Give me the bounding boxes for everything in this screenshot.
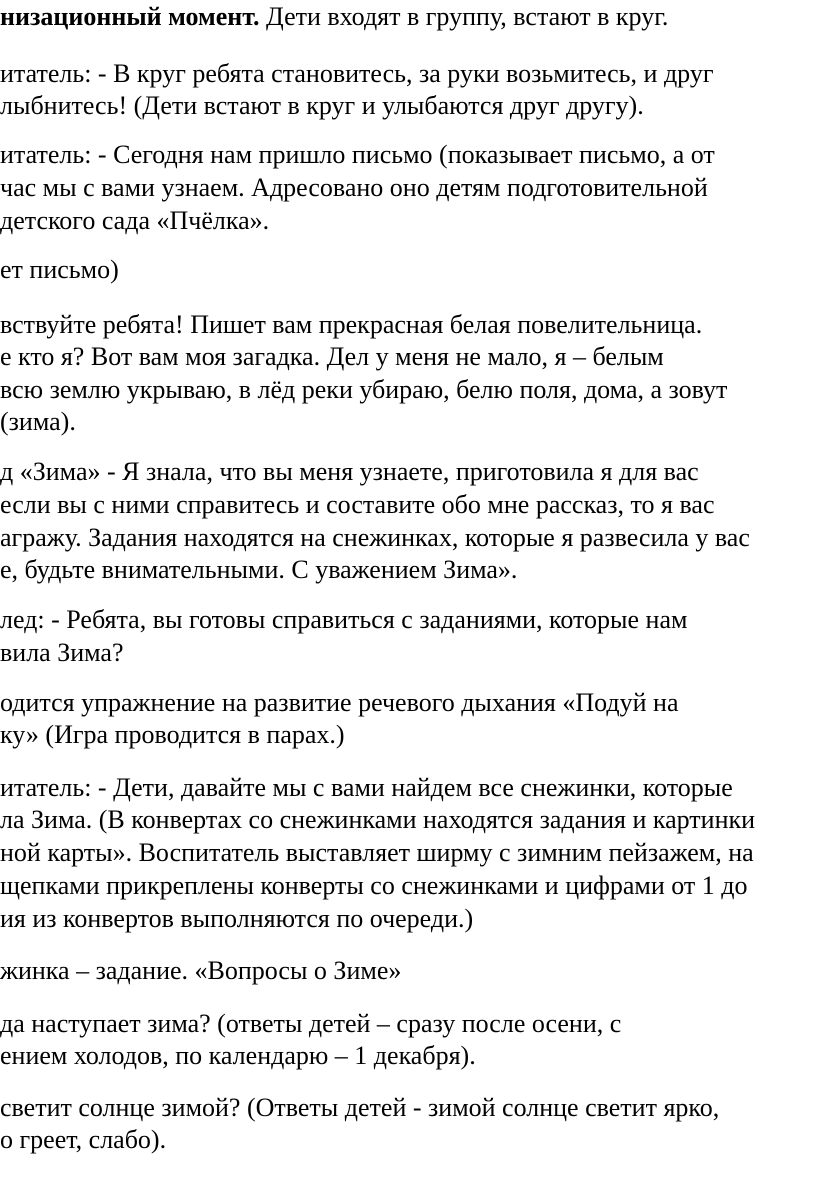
text-line: д «Зима» - Я знала, что вы меня узнаете, приготовила я для вас — [0, 457, 699, 486]
text-line: ной карты». Воспитатель выставляет ширму с зимним пейзажем, на — [0, 838, 754, 867]
text-line: ет письмо) — [0, 255, 119, 284]
text-line: лыбнитесь! (Дети встают в круг и улыбаются друг другу). — [0, 91, 644, 120]
text-line: да наступает зима? (ответы детей – сразу после осени, с — [0, 1009, 622, 1038]
text-line: е, будьте внимательными. С уважением Зима». — [0, 555, 518, 584]
text-line: жинка – задание. «Вопросы о Зиме» — [0, 956, 402, 985]
text-line: е кто я? Вот вам моя загадка. Дел у меня не мало, я – белым — [0, 342, 664, 371]
text-line: всю землю укрываю, в лёд реки убираю, белю поля, дома, а зовут — [0, 375, 728, 404]
text-line: вила Зима? — [0, 638, 124, 667]
text-line: ия из конвертов выполняются по очереди.) — [0, 904, 474, 933]
text-run: Дети входят в группу, встают в круг. — [259, 2, 669, 31]
text-line: щепками прикреплены конверты со снежинками и цифрами от 1 до — [0, 871, 748, 900]
text-line: (зима). — [0, 407, 76, 436]
text-line: если вы с ними справитесь и составите обо мне рассказ, то я вас — [0, 490, 715, 519]
section-heading: низационный момент. — [0, 2, 260, 31]
text-line: агражу. Задания находятся на снежинках, которые я развесила у вас — [0, 523, 750, 552]
text-line: лед: - Ребята, вы готовы справиться с заданиями, которые нам — [0, 605, 688, 634]
text-line: ку» (Игра проводится в парах.) — [0, 720, 345, 749]
text-line: итатель: - Дети, давайте мы с вами найдем все снежинки, которые — [0, 773, 733, 802]
text-line: вствуйте ребята! Пишет вам прекрасная белая повелительница. — [0, 310, 703, 339]
paragraph-org-moment-line-1 — [0, 2, 668, 32]
text-line: ла Зима. (В конвертах со снежинками находятся задания и картинки — [0, 805, 756, 834]
text-line: светит солнце зимой? (Ответы детей - зимой солнце светит ярко, — [0, 1093, 720, 1122]
text-line: итатель: - В круг ребята становитесь, за руки возьмитесь, и друг — [0, 59, 714, 88]
text-line: ением холодов, по календарю – 1 декабря). — [0, 1041, 476, 1070]
text-line: детского сада «Пчёлка». — [0, 206, 270, 235]
text-line: одится упражнение на развитие речевого дыхания «Подуй на — [0, 688, 679, 717]
text-line: час мы с вами узнаем. Адресовано оно детям подготовительной — [0, 173, 708, 202]
text-line: о греет, слабо). — [0, 1125, 167, 1154]
text-line: итатель: - Сегодня нам пришло письмо (показывает письмо, а от — [0, 140, 715, 169]
